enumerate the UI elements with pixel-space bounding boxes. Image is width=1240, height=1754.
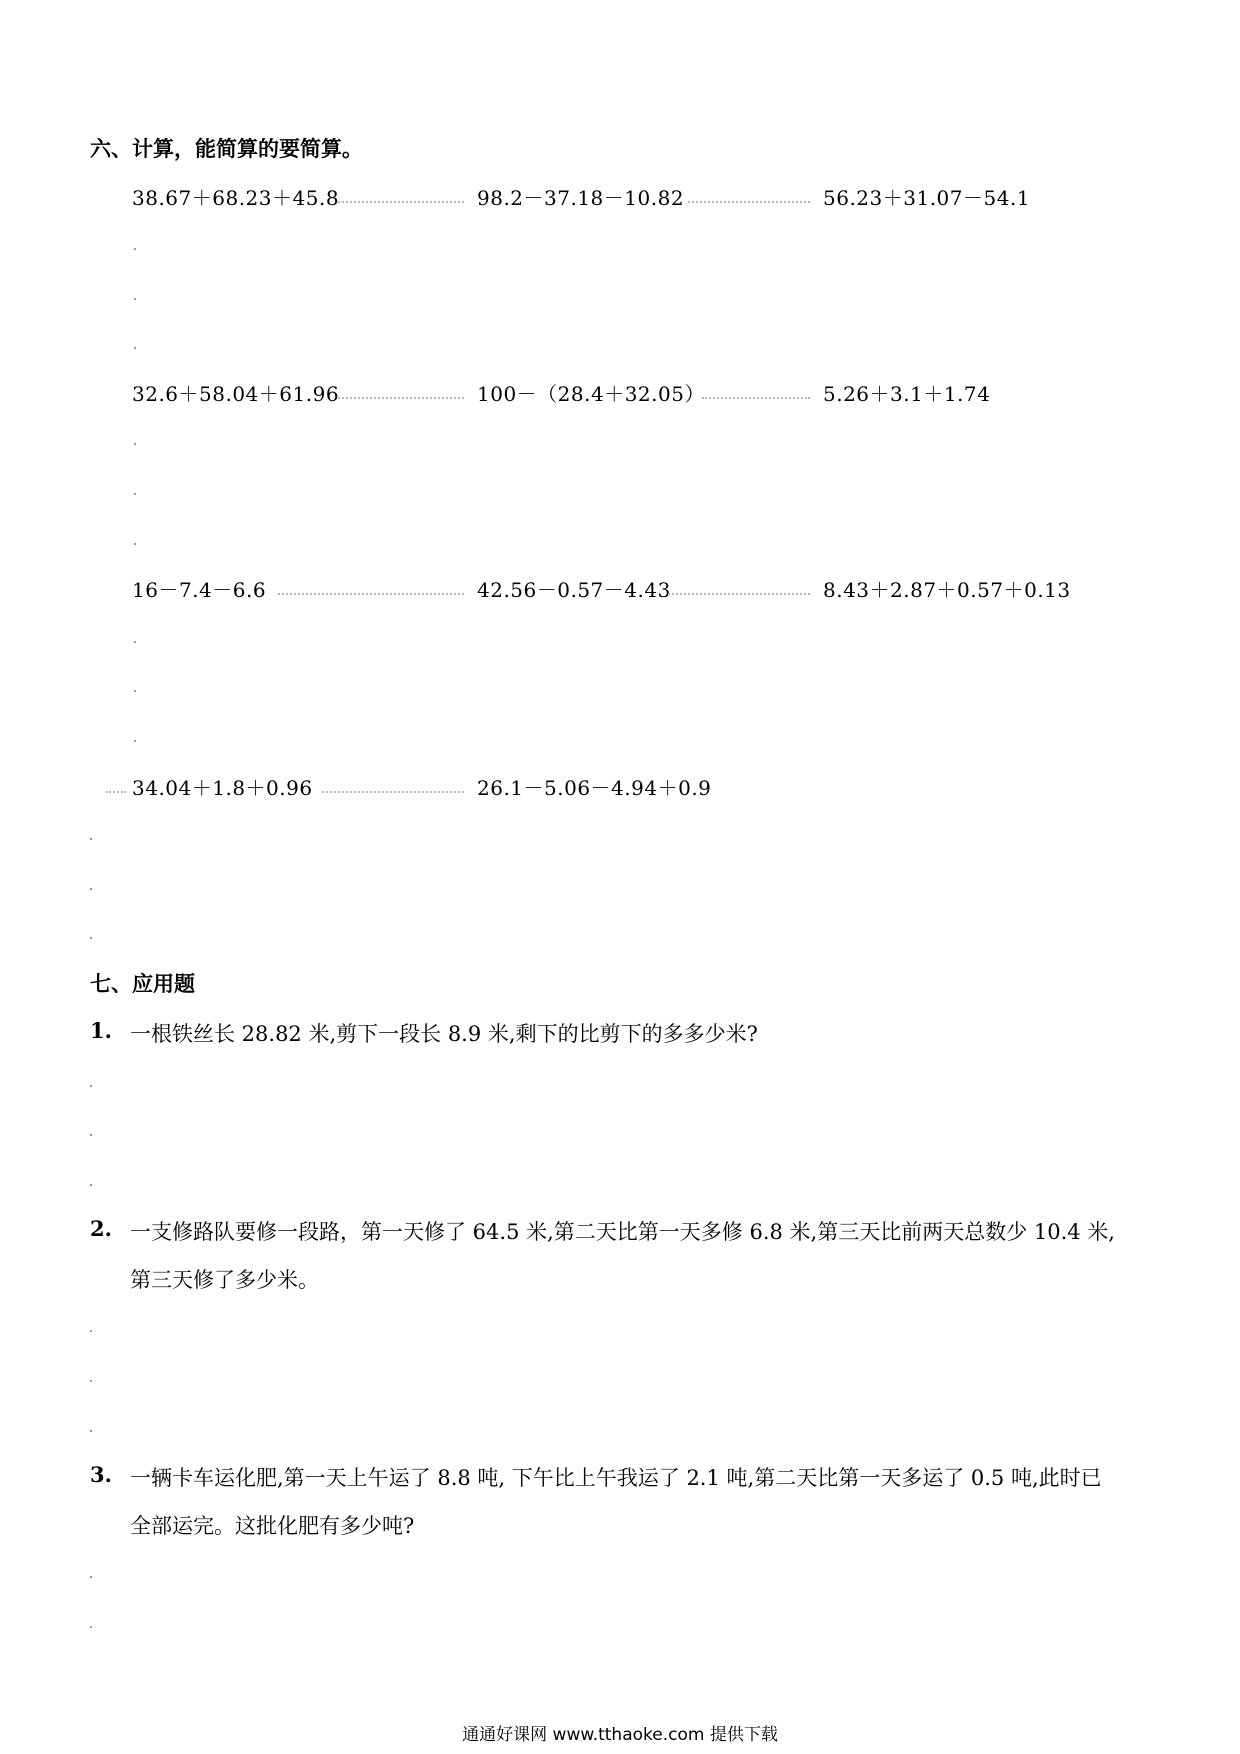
leader-dots: [322, 790, 464, 793]
leader-dots: [688, 200, 810, 203]
expression-r2c1: 32.6＋58.04＋61.96: [132, 382, 340, 406]
expression-r4c2: 26.1－5.06－4.94＋0.9: [477, 776, 712, 800]
answer-space-dot: [134, 690, 136, 692]
leader-dots: [338, 200, 464, 203]
leader-dots: [668, 592, 810, 595]
answer-space-dot: [90, 1134, 92, 1136]
leader-dots: [278, 592, 464, 595]
expression-r1c2: 98.2－37.18－10.82: [477, 186, 685, 210]
expression-r4c1: 34.04＋1.8＋0.96: [132, 776, 313, 800]
leader-dots: [702, 396, 810, 399]
section-heading-word-problems: 七、应用题: [90, 971, 195, 996]
answer-space-dot: [90, 838, 92, 840]
answer-space-dot: [90, 1626, 92, 1628]
answer-space-dot: [90, 937, 92, 939]
answer-space-dot: [90, 1576, 92, 1578]
answer-space-dot: [90, 1184, 92, 1186]
question-1-text: 一根铁丝长 28.82 米,剪下一段长 8.9 米,剩下的比剪下的多多少米?: [130, 1022, 758, 1046]
expression-r1c1: 38.67＋68.23＋45.8: [132, 186, 340, 210]
answer-space-dot: [134, 740, 136, 742]
question-number-2: 2.: [90, 1216, 112, 1241]
answer-space-dot: [90, 888, 92, 890]
footer-source-note: 通通好课网 www.tthaoke.com 提供下载: [462, 1725, 778, 1745]
question-number-3: 3.: [90, 1462, 112, 1487]
answer-space-dot: [90, 1085, 92, 1087]
answer-space-dot: [134, 641, 136, 643]
leader-dots: [338, 396, 464, 399]
answer-space-dot: [90, 1380, 92, 1382]
expression-r1c3: 56.23＋31.07－54.1: [823, 186, 1031, 210]
leader-dots: [106, 790, 126, 793]
expression-r2c3: 5.26＋3.1＋1.74: [823, 382, 991, 406]
answer-space-dot: [134, 347, 136, 349]
section-heading-calculation: 六、计算，能简算的要简算。: [90, 136, 363, 161]
question-3-text-line1: 一辆卡车运化肥,第一天上午运了 8.8 吨, 下午比上午我运了 2.1 吨,第二天比第一天多运了 0.5 吨,此时已: [130, 1466, 1102, 1490]
answer-space-dot: [90, 1330, 92, 1332]
expression-r3c1: 16－7.4－6.6: [132, 578, 267, 602]
question-3-text-line2: 全部运完。这批化肥有多少吨?: [130, 1514, 415, 1538]
answer-space-dot: [134, 443, 136, 445]
expression-r2c2: 100－（28.4＋32.05）: [477, 382, 705, 406]
expression-r3c3: 8.43＋2.87＋0.57＋0.13: [823, 578, 1071, 602]
answer-space-dot: [134, 248, 136, 250]
answer-space-dot: [134, 543, 136, 545]
expression-r3c2: 42.56－0.57－4.43: [477, 578, 671, 602]
question-2-text-line2: 第三天修了多少米。: [130, 1268, 319, 1292]
answer-space-dot: [134, 493, 136, 495]
answer-space-dot: [90, 1430, 92, 1432]
question-number-1: 1.: [90, 1018, 112, 1043]
answer-space-dot: [134, 298, 136, 300]
question-2-text-line1: 一支修路队要修一段路，第一天修了 64.5 米,第二天比第一天多修 6.8 米,第三天比前两天总数少 10.4 米,: [130, 1220, 1115, 1244]
